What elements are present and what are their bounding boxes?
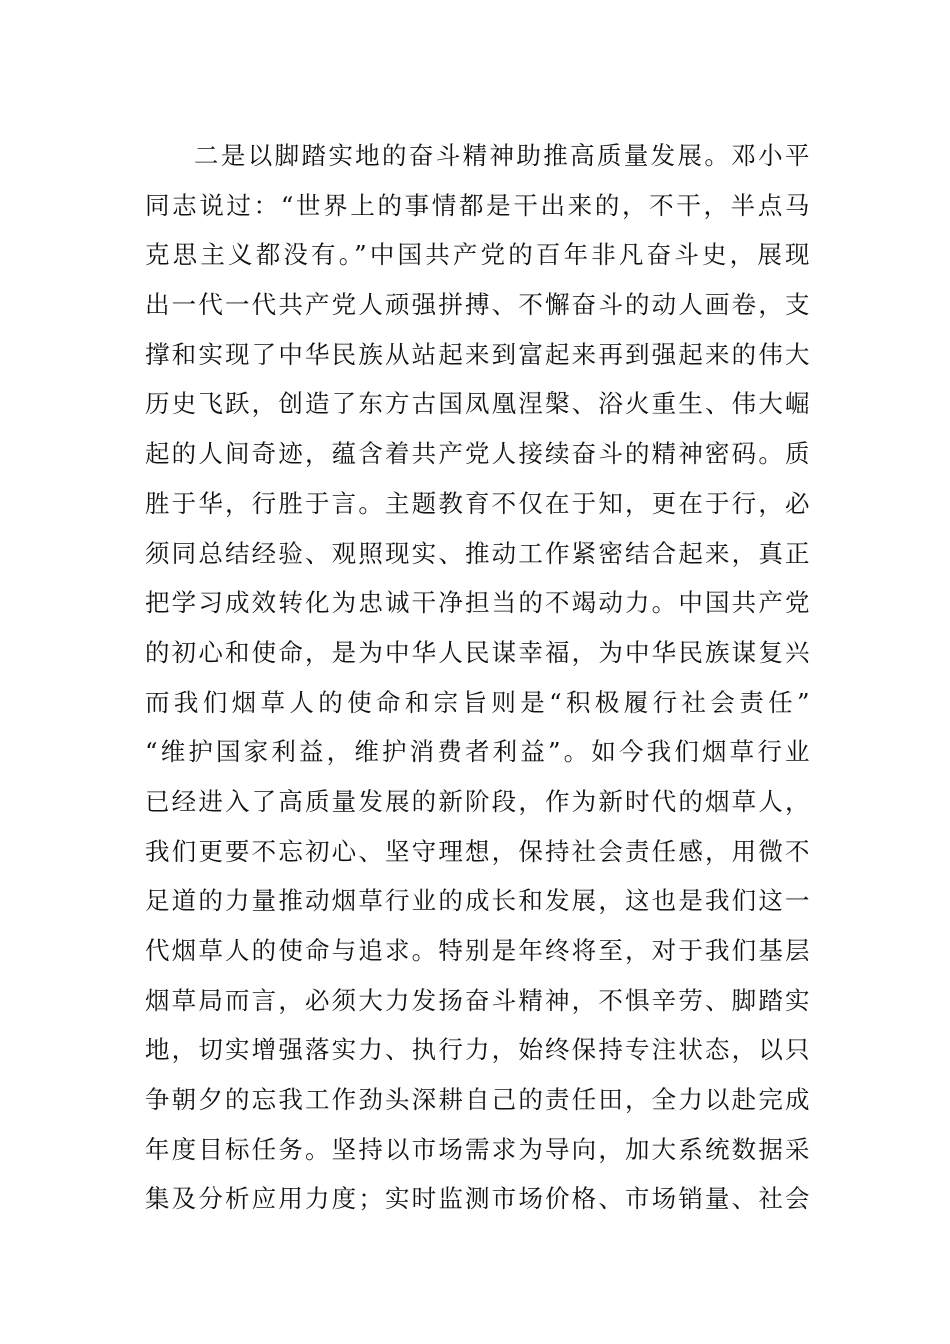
paragraph-line: “维护国家利益，维护消费者利益”。如今我们烟草行业 xyxy=(145,737,810,767)
paragraph-line: 出一代一代共产党人顽强拼搏、不懈奋斗的动人画卷，支 xyxy=(145,290,810,320)
paragraph-line: 起的人间奇迹，蕴含着共产党人接续奋斗的精神密码。质 xyxy=(145,439,810,469)
paragraph-line: 我们更要不忘初心、坚守理想，保持社会责任感，用微不 xyxy=(145,836,810,866)
body-paragraph xyxy=(145,131,810,1224)
paragraph-line: 地，切实增强落实力、执行力，始终保持专注状态，以只 xyxy=(145,1035,810,1065)
paragraph-line: 历史飞跃，创造了东方古国凤凰涅槃、浴火重生、伟大崛 xyxy=(145,389,810,419)
paragraph-line: 足道的力量推动烟草行业的成长和发展，这也是我们这一 xyxy=(145,886,810,916)
paragraph-line: 代烟草人的使命与追求。特别是年终将至，对于我们基层 xyxy=(145,936,810,965)
paragraph-line: 须同总结经验、观照现实、推动工作紧密结合起来，真正 xyxy=(145,538,810,568)
paragraph-line: 而我们烟草人的使命和宗旨则是“积极履行社会责任” xyxy=(145,687,810,717)
paragraph-line: 烟草局而言，必须大力发扬奋斗精神，不惧辛劳、脚踏实 xyxy=(145,985,810,1015)
paragraph-line: 的初心和使命，是为中华人民谋幸福，为中华民族谋复兴 xyxy=(145,637,810,667)
paragraph-line: 已经进入了高质量发展的新阶段，作为新时代的烟草人， xyxy=(145,786,810,816)
paragraph-line: 克思主义都没有。”中国共产党的百年非凡奋斗史，展现 xyxy=(145,240,810,270)
paragraph-line: 撑和实现了中华民族从站起来到富起来再到强起来的伟大 xyxy=(145,339,810,369)
paragraph-line: 集及分析应用力度；实时监测市场价格、市场销量、社会 xyxy=(145,1184,810,1214)
paragraph-line: 把学习成效转化为忠诚干净担当的不竭动力。中国共产党 xyxy=(145,588,810,618)
paragraph-line: 胜于华，行胜于言。主题教育不仅在于知，更在于行，必 xyxy=(145,488,810,518)
paragraph-line: 年度目标任务。坚持以市场需求为导向，加大系统数据采 xyxy=(145,1134,810,1164)
paragraph-line: 争朝夕的忘我工作劲头深耕自己的责任田，全力以赴完成 xyxy=(145,1085,810,1115)
paragraph-line: 同志说过：“世界上的事情都是干出来的，不干，半点马 xyxy=(145,190,810,220)
paragraph-line: 二是以脚踏实地的奋斗精神助推高质量发展。邓小平 xyxy=(194,141,810,170)
